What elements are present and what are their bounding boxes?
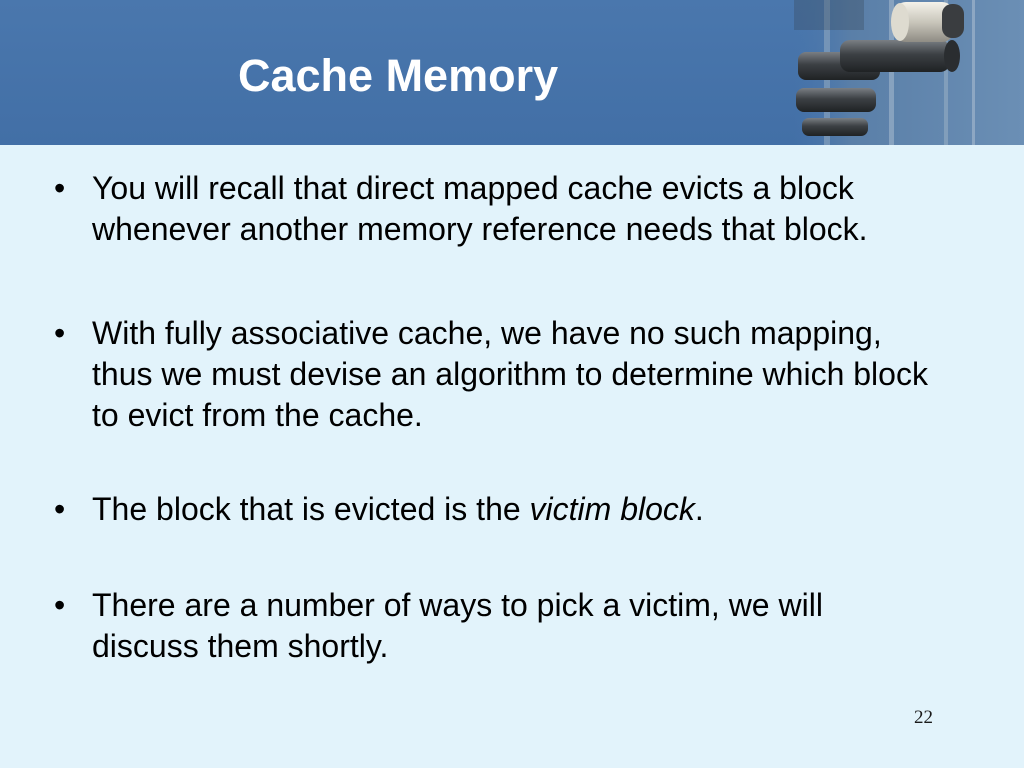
bullet-text (92, 491, 704, 527)
bullet-text: You will recall that direct mapped cache evicts a block whenever another memory reference needs that block. (92, 170, 868, 247)
slide-title: Cache Memory (238, 50, 559, 101)
title-bar (0, 0, 1024, 145)
bullet-text: There are a number of ways to pick a victim, we will discuss them shortly. (92, 587, 823, 664)
bullet-text-end: . (694, 491, 704, 527)
page-number: 22 (914, 707, 933, 728)
bullet-text: With fully associative cache, we have no such mapping, thus we must devise an algorithm to determine which block to evict from the cache. (92, 315, 928, 433)
bullet-dot-icon: • (54, 587, 66, 623)
bullet-dot-icon: • (54, 315, 66, 351)
pipes-image (794, 0, 1024, 145)
bullet-dot-icon: • (54, 491, 66, 527)
bullet-list (0, 168, 1024, 667)
bullet-text-start: The block that is evicted is the (92, 491, 530, 527)
bullet-item (0, 585, 932, 667)
bullet-dot-icon: • (54, 170, 66, 206)
bullet-item (0, 313, 932, 436)
bullet-item (0, 489, 932, 530)
bullet-item (0, 168, 932, 250)
victim-block-emphasis: victim block (529, 491, 695, 527)
